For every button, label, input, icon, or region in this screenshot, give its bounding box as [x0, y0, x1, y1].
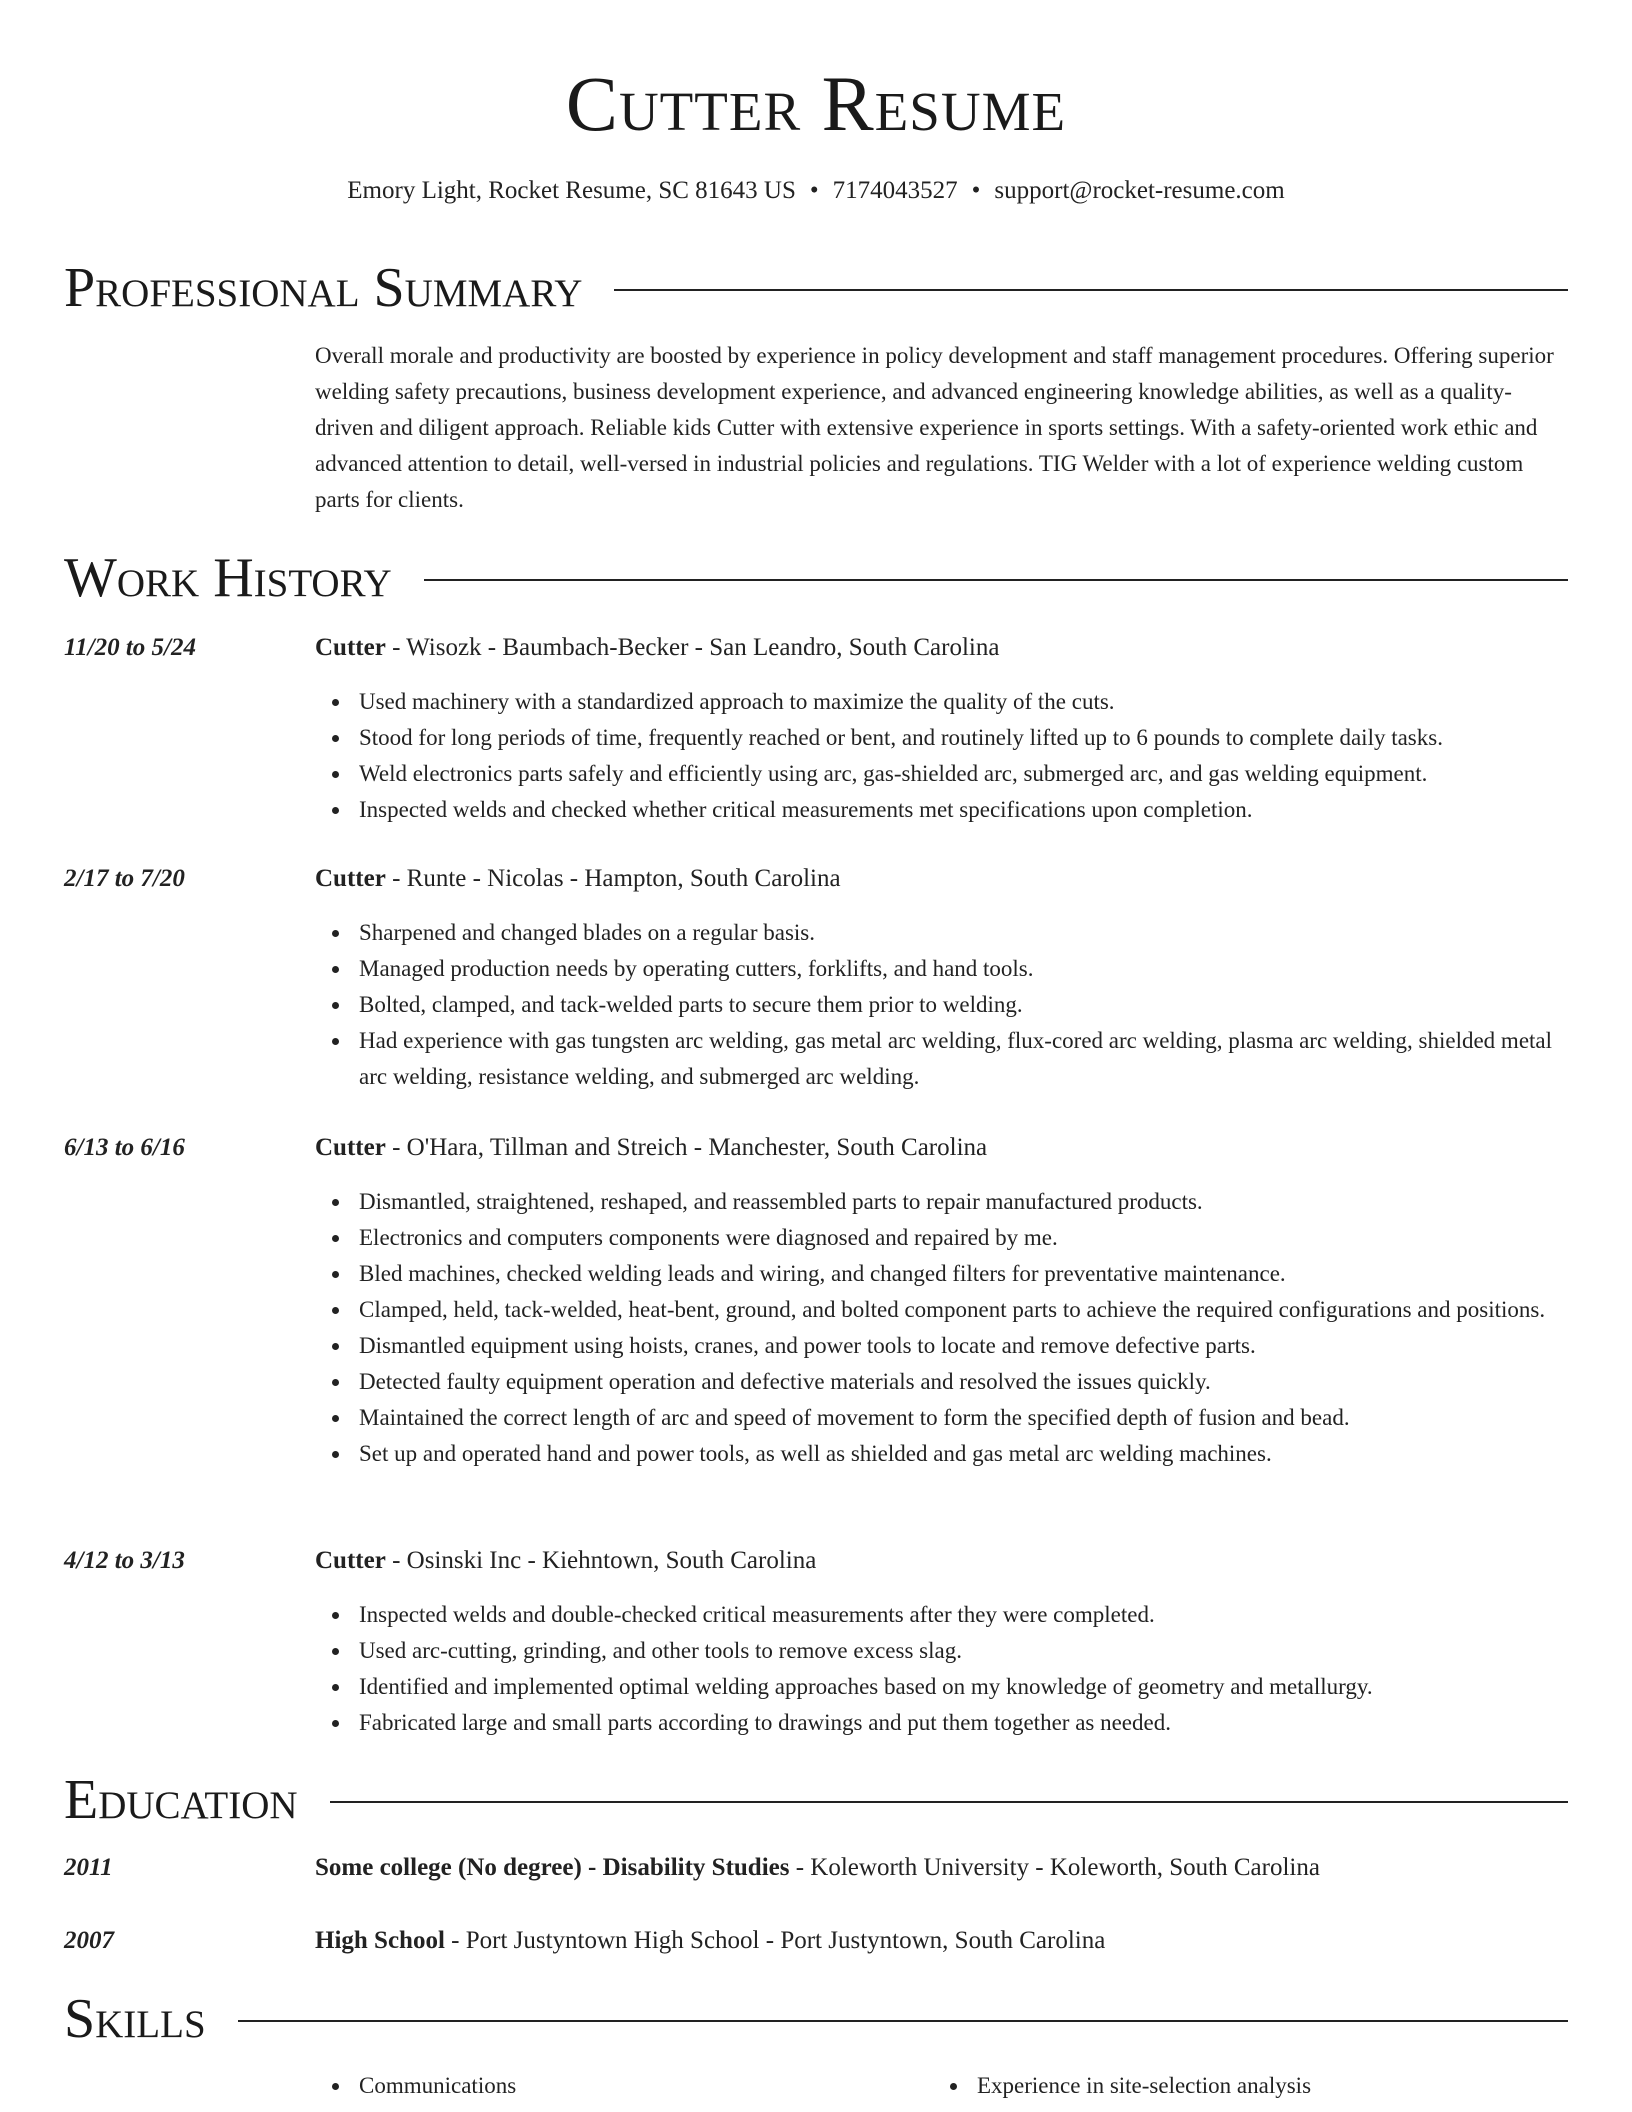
- skills-section-title: Skills: [64, 1988, 206, 2050]
- contact-address: Emory Light, Rocket Resume, SC 81643 US: [347, 177, 796, 204]
- summary-text: Overall morale and productivity are boosted by experience in policy development and staff management procedures. Offering superior welding safety precautions, business development experience, and advanced engineering knowledge abilities, as well as a quality-driven and diligent approach. Reliable kids Cutter with extensive experience in sports settings. With a safety-oriented work ethic and advanced attention to detail, well-versed in industrial policies and regulations. TIG Welder with a lot of experience welding custom parts for clients.: [315, 343, 1554, 512]
- education-section-header: [64, 1770, 1568, 1830]
- job-bullet: Inspected welds and checked whether critical measurements met specifications upon completion.: [315, 792, 1568, 828]
- job-bullet: Had experience with gas tungsten arc welding, gas metal arc welding, flux-cored arc welding, plasma arc welding, shielded metal arc welding, resistance welding, and submerged arc welding.: [315, 1023, 1568, 1095]
- contact-phone: 7174043527: [832, 177, 958, 204]
- section-divider: [238, 2020, 1568, 2022]
- job-dates: 11/20 to 5/24: [64, 634, 196, 661]
- job-dates: 2/17 to 7/20: [64, 865, 185, 892]
- section-divider: [424, 579, 1568, 581]
- work-section-title: Work History: [64, 547, 392, 609]
- section-divider: [330, 1801, 1568, 1803]
- job-bullet: Fabricated large and small parts according to drawings and put them together as needed.: [315, 1705, 1568, 1741]
- skill-item: Experience in site-selection analysis: [933, 2068, 1311, 2104]
- job-headline: [315, 1131, 1568, 1165]
- section-divider: [614, 289, 1568, 291]
- education-year: 2007: [64, 1927, 114, 1954]
- resume-name: Cutter Resume: [565, 60, 1067, 147]
- job-bullet: Used arc-cutting, grinding, and other tools to remove excess slag.: [315, 1633, 1568, 1669]
- skill-item: Communications: [315, 2068, 516, 2104]
- education-details: - Port Justyntown High School - Port Justyntown, South Carolina: [444, 1927, 1106, 1954]
- job-bullets: [315, 1597, 1568, 1741]
- education-degree: High School: [315, 1927, 445, 1954]
- job-bullet: Weld electronics parts safely and efficiently using arc, gas-shielded arc, submerged arc, and gas welding equipment.: [315, 756, 1568, 792]
- job-bullet: Maintained the correct length of arc and speed of movement to form the specified depth of fusion and bead.: [315, 1400, 1568, 1436]
- contact-separator: •: [971, 177, 981, 204]
- job-details: - O'Hara, Tillman and Streich - Manchester, South Carolina: [385, 1134, 988, 1161]
- job-dates: 4/12 to 3/13: [64, 1547, 185, 1574]
- job-bullet: Sharpened and changed blades on a regular basis.: [315, 915, 1568, 951]
- job-bullets: [315, 1184, 1568, 1472]
- contact-separator: •: [809, 177, 819, 204]
- education-headline: [315, 1851, 1568, 1885]
- job-bullet: Bled machines, checked welding leads and wiring, and changed filters for preventative maintenance.: [315, 1256, 1568, 1292]
- job-bullet: Clamped, held, tack-welded, heat-bent, ground, and bolted component parts to achieve the required configurations and positions.: [315, 1292, 1568, 1328]
- job-details: - Runte - Nicolas - Hampton, South Carolina: [385, 865, 841, 892]
- job-role: Cutter: [315, 1134, 386, 1161]
- job-bullets: [315, 915, 1568, 1095]
- job-details: - Wisozk - Baumbach-Becker - San Leandro, South Carolina: [385, 634, 1000, 661]
- job-role: Cutter: [315, 865, 386, 892]
- job-bullet: Bolted, clamped, and tack-welded parts to secure them prior to welding.: [315, 987, 1568, 1023]
- job-headline: [315, 1544, 1568, 1578]
- education-degree: Some college (No degree) - Disability Studies: [315, 1854, 790, 1881]
- job-bullet: Used machinery with a standardized approach to maximize the quality of the cuts.: [315, 684, 1568, 720]
- job-headline: [315, 862, 1568, 896]
- job-bullet: Set up and operated hand and power tools, as well as shielded and gas metal arc welding machines.: [315, 1436, 1568, 1472]
- job-bullet: Stood for long periods of time, frequently reached or bent, and routinely lifted up to 6 pounds to complete daily tasks.: [315, 720, 1568, 756]
- summary-section-title: Professional Summary: [64, 257, 583, 319]
- job-bullet: Dismantled equipment using hoists, cranes, and power tools to locate and remove defective parts.: [315, 1328, 1568, 1364]
- job-bullet: Inspected welds and double-checked critical measurements after they were completed.: [315, 1597, 1568, 1633]
- job-bullet: Dismantled, straightened, reshaped, and reassembled parts to repair manufactured products.: [315, 1184, 1568, 1220]
- job-bullet: Detected faulty equipment operation and defective materials and resolved the issues quickly.: [315, 1364, 1568, 1400]
- work-section-header: [64, 548, 1568, 608]
- job-role: Cutter: [315, 634, 386, 661]
- contact-email: support@rocket-resume.com: [994, 177, 1285, 204]
- contact-line: [0, 174, 1632, 208]
- job-bullet: Electronics and computers components were diagnosed and repaired by me.: [315, 1220, 1568, 1256]
- education-section-title: Education: [64, 1769, 298, 1831]
- job-bullet: Identified and implemented optimal welding approaches based on my knowledge of geometry and metallurgy.: [315, 1669, 1568, 1705]
- job-role: Cutter: [315, 1547, 386, 1574]
- job-headline: [315, 631, 1568, 665]
- skills-section-header: [64, 1989, 1568, 2049]
- education-year: 2011: [64, 1854, 113, 1881]
- job-details: - Osinski Inc - Kiehntown, South Carolina: [385, 1547, 817, 1574]
- job-bullet: Managed production needs by operating cutters, forklifts, and hand tools.: [315, 951, 1568, 987]
- education-details: - Koleworth University - Koleworth, South Carolina: [789, 1854, 1320, 1881]
- education-headline: [315, 1924, 1568, 1958]
- summary-section-header: [64, 258, 1568, 318]
- job-dates: 6/13 to 6/16: [64, 1134, 185, 1161]
- job-bullets: [315, 684, 1568, 828]
